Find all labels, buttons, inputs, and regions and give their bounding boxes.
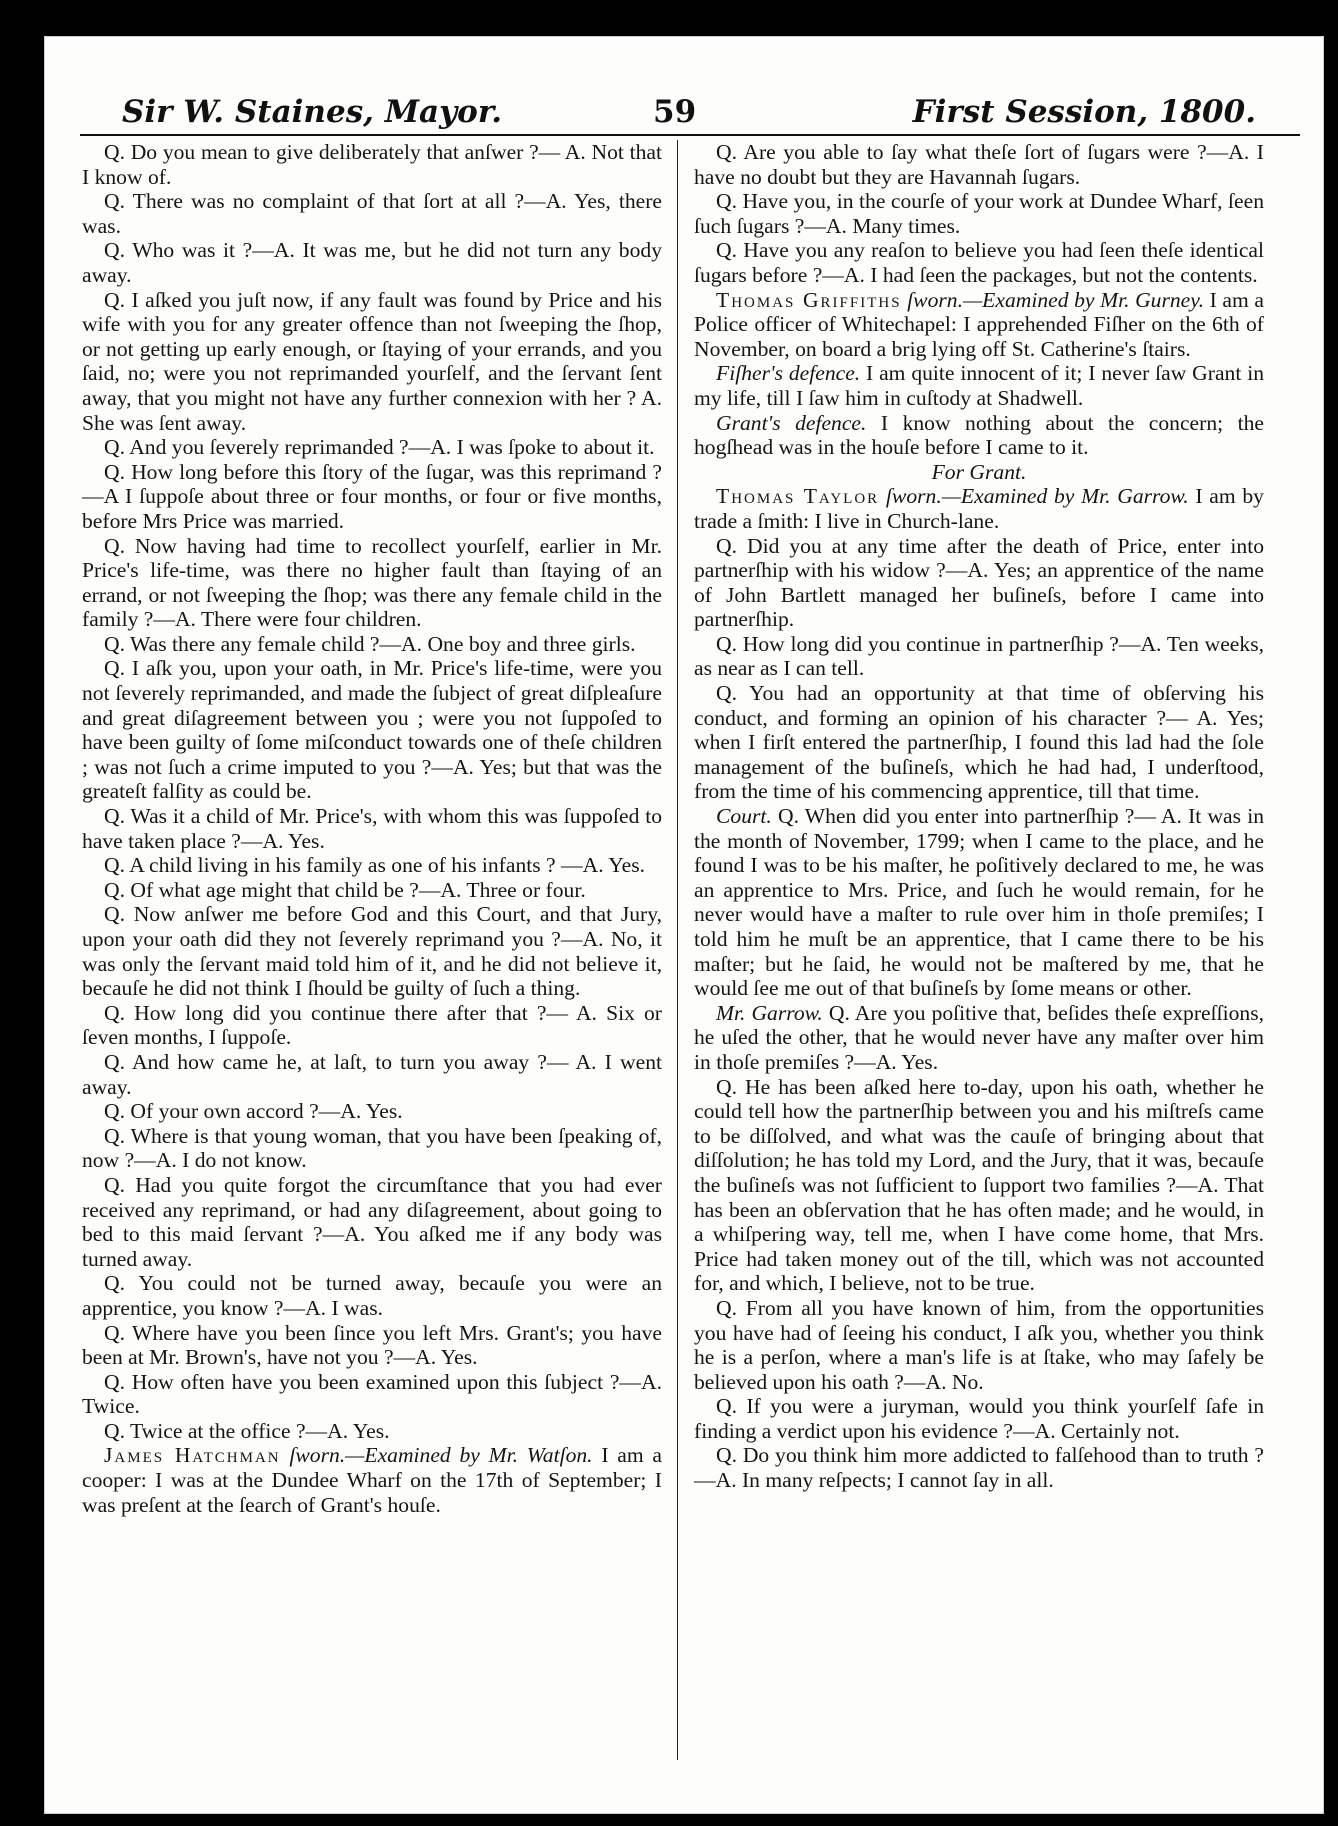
witness-name: Thomas Griffiths xyxy=(716,287,902,312)
witness-hatchman xyxy=(82,1443,662,1517)
right-column xyxy=(694,140,1264,1493)
grant-defence xyxy=(694,411,1264,460)
witness-sworn: ſworn.—Examined by Mr. Watſon. xyxy=(289,1443,593,1468)
paragraph: Q. Did you at any time after the death of Price, enter into partnerſhip with his widow ?—A. Yes; an apprentice of the name of John Bartlett managed her buſineſs, before I came into partnerſhip. xyxy=(694,533,1264,632)
paragraph: Q. Have you, in the courſe of your work at Dundee Wharf, ſeen ſuch ſugars ?—A. Many times. xyxy=(694,189,1264,238)
paragraph: Q. A child living in his family as one of his infants ? —A. Yes. xyxy=(104,853,646,878)
paragraph: Q. Of your own accord ?—A. Yes. xyxy=(104,1099,403,1124)
court-text: Q. When did you enter into partnerſhip ?— A. It was in the month of November, 1799; when I came to the place, and he found I was to be his maſter, he poſitively declared to me, he was an apprentice to Mrs. Price, and ſuch he would remain, for he never would have a maſter to rule over him in thoſe premiſes; I told him he muſt be an apprentice, that I came there to be his maſter; but he ſaid, he would not be maſtered by me, that he would ſee me out of that buſineſs by ſome means or other. xyxy=(694,804,1264,1001)
paragraph: Q. How long did you continue in partnerſhip ?—A. Ten weeks, as near as I can tell. xyxy=(694,631,1264,681)
header-mayor: Sir W. Staines, Mayor. xyxy=(122,94,503,130)
paragraph: Q. Do you think him more addicted to falſehood than to truth ?—A. In many reſpects; I cannot ſay in all. xyxy=(694,1443,1264,1493)
paragraph: Q. You had an opportunity at that time of obſerving his conduct, and forming an opinion of his character ?— A. Yes; when I firſt entered the partnerſhip, I found this lad had the ſole management of the buſineſs, which he had had, I underſtood, from the time of his commencing apprentice, till that time. xyxy=(694,681,1264,804)
paragraph: Q. Where have you been ſince you left Mrs. Grant's; you have been at Mr. Brown's, have not you ?—A. Yes. xyxy=(82,1320,662,1370)
garrow-text: Q. Are you poſitive that, beſides theſe expreſſions, he uſed the other, that he would never have any maſter over him in thoſe premiſes ?—A. Yes. xyxy=(694,1000,1265,1074)
garrow-question xyxy=(694,1001,1264,1075)
fisher-defence xyxy=(694,361,1264,410)
garrow-label: Mr. Garrow. xyxy=(716,1000,823,1025)
paragraph: Q. Of what age might that child be ?—A. Three or four. xyxy=(104,877,586,902)
paragraph: Q. How long did you continue there after that ?— A. Six or ſeven months, I ſuppoſe. xyxy=(82,1000,662,1050)
witness-name: James Hatchman xyxy=(104,1443,281,1468)
witness-statement: I am by trade a ſmith: I live in Church-lane. xyxy=(694,484,1264,533)
paragraph: Q. There was no complaint of that ſort at all ?—A. Yes, there was. xyxy=(82,189,662,238)
witness-sworn: ſworn.—Examined by Mr. Garrow. xyxy=(885,484,1189,509)
header-session: First Session, 1800. xyxy=(912,94,1256,130)
paragraph: Q. I aſked you juſt now, if any fault was found by Price and his wife with you for any greater offence than not ſweeping the ſhop, or not getting up early enough, or ſtaying of your errands, and you ſaid, no; were you not reprimanded yourſelf, and the ſervant ſent away, that you might not have any further connexion with her ? A. She was ſent away. xyxy=(82,287,662,435)
court-question xyxy=(694,804,1264,1001)
defence-text: I know nothing about the concern; the hogſhead was in the houſe before I came to it. xyxy=(694,410,1264,460)
page-number: 59 xyxy=(653,94,697,130)
paragraph: Q. How often have you been examined upon this ſubject ?—A. Twice. xyxy=(82,1369,662,1419)
left-column xyxy=(82,140,662,1517)
paragraph: Q. I aſk you, upon your oath, in Mr. Price's life-time, were you not ſeverely reprimanded, and made the ſubject of great diſpleaſure and great diſagreement between you ; were you not ſuppoſed to have been guilty of ſome miſconduct towards one of theſe children ; was not ſuch a crime imputed to you ?—A. Yes; but that was the greateſt falſity as could be. xyxy=(82,656,662,804)
defence-label: Grant's defence. xyxy=(716,410,867,435)
paragraph: Q. Where is that young woman, that you have been ſpeaking of, now ?—A. I do not know. xyxy=(82,1123,662,1173)
paragraph: Q. From all you have known of him, from the opportunities you have had of ſeeing his conduct, I aſk you, whether you think he is a perſon, where a man's life is at ſtake, who may ſafely be believed upon his oath ?—A. No. xyxy=(694,1295,1264,1394)
court-label: Court. xyxy=(716,804,772,829)
paragraph: Q. Now anſwer me before God and this Court, and that Jury, upon your oath did they not ſeverely reprimand you ?—A. No, it was only the ſervant maid told him of it, and he did not believe it, becauſe he did not think I ſhould be guilty of ſuch a thing. xyxy=(82,902,662,1001)
witness-griffiths xyxy=(694,288,1264,362)
paragraph: Q. Was there any female child ?—A. One boy and three girls. xyxy=(104,631,636,656)
paragraph: Q. How long before this ſtory of the ſugar, was this reprimand ?—A I ſuppoſe about three or four months, or four or five months, before Mrs Price was married. xyxy=(82,459,662,533)
witness-statement: I am a Police officer of Whitechapel: I apprehended Fiſher on the 6th of November, on board a brig lying off St. Catherine's ſtairs. xyxy=(694,287,1264,361)
paragraph: Q. Twice at the office ?—A. Yes. xyxy=(104,1418,390,1443)
paragraph: Q. And you ſeverely reprimanded ?—A. I was ſpoke to about it. xyxy=(104,435,655,460)
paragraph: Q. Now having had time to recollect yourſelf, earlier in Mr. Price's life-time, was there no higher fault than ſtaying of an errand, or not ſweeping the ſhop; was there any female child in the family ?—A. There were four children. xyxy=(82,533,662,632)
paragraph: Q. You could not be turned away, becauſe you were an apprentice, you know ?—A. I was. xyxy=(82,1271,662,1320)
for-grant-heading: For Grant. xyxy=(931,459,1027,484)
defence-label: Fiſher's defence. xyxy=(716,361,861,386)
witness-sworn: ſworn.—Examined by Mr. Gurney. xyxy=(907,287,1205,312)
column-divider xyxy=(677,140,678,1760)
defence-text: I am quite innocent of it; I never ſaw Grant in my life, till I ſaw him in cuſtody at Shadwell. xyxy=(694,361,1264,410)
paragraph: Q. If you were a juryman, would you think yourſelf ſafe in finding a verdict upon his evidence ?—A. Certainly not. xyxy=(694,1394,1264,1443)
paragraph: Q. Have you any reaſon to believe you had ſeen theſe identical ſugars before ?—A. I had ſeen the packages, but not the contents. xyxy=(694,238,1264,287)
paragraph: Q. Are you able to ſay what theſe ſort of ſugars were ?—A. I have no doubt but they are Havannah ſugars. xyxy=(694,140,1264,189)
witness-statement: I am a cooper: I was at the Dundee Wharf on the 17th of September; I was preſent at the ſearch of Grant's houſe. xyxy=(82,1443,662,1517)
witness-taylor xyxy=(694,484,1264,533)
witness-name: Thomas Taylor xyxy=(716,484,880,509)
paragraph: Q. Had you quite forgot the circumſtance that you had ever received any reprimand, or had any diſagreement, about going to bed to this maid ſervant ?—A. You aſked me if any body was turned away. xyxy=(82,1172,662,1271)
document-page xyxy=(44,36,1324,1814)
paragraph: Q. He has been aſked here to-day, upon his oath, whether he could tell how the partnerſhip between you and his miſtreſs came to be diſſolved, and what was the cauſe of bringing about that diſſolution; he has told my Lord, and the Jury, that it was, becauſe the buſineſs was not ſufficient to ſupport two families ?—A. That has been an obſervation that he has often made; and he would, in a whiſpering way, tell me, when I have come home, that Mrs. Price had taken money out of the till, which was not accounted for, and which, I believe, not to be true. xyxy=(694,1074,1264,1296)
paragraph: Q. Do you mean to give deliberately that anſwer ?— A. Not that I know of. xyxy=(82,140,662,189)
page-header xyxy=(80,86,1300,136)
paragraph: Q. Was it a child of Mr. Price's, with whom this was ſuppoſed to have taken place ?—A. Yes. xyxy=(82,804,662,853)
paragraph: Q. And how came he, at laſt, to turn you away ?— A. I went away. xyxy=(82,1049,662,1099)
paragraph: Q. Who was it ?—A. It was me, but he did not turn any body away. xyxy=(82,238,662,287)
